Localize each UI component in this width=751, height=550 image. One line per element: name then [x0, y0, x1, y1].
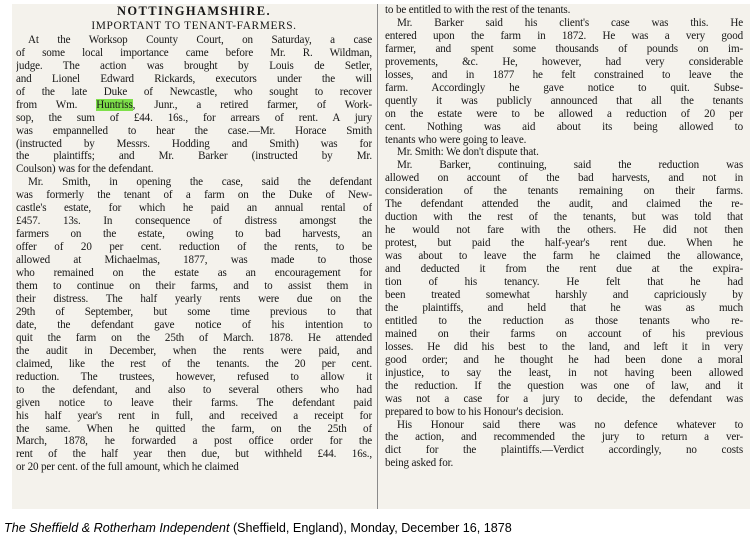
- left-column-line: of the late Duke of Newcastle, who sought to recover: [16, 85, 372, 98]
- right-column-line: allowed on account of the bad harvests, and not in: [385, 172, 743, 185]
- right-column-line: was not a case for a jury to decide, the defendant was: [385, 392, 743, 405]
- left-column-line: rent of the half year then due, but withheld £44. 16s.,: [16, 448, 372, 461]
- left-column-line: their distress. The half yearly rents were due on the: [16, 292, 372, 305]
- right-column-line: duction with the rest of the tenants, but was told that: [385, 211, 743, 224]
- article-headline: IMPORTANT TO TENANT-FARMERS.: [91, 19, 297, 32]
- left-column-line: to the defendant, and also to several others who had: [16, 383, 372, 396]
- right-column-line: provements, &c. He, however, had very considerable: [385, 55, 743, 68]
- right-column-line: injustice, to say the least, in not having been allowed: [385, 366, 743, 379]
- highlighted-surname: Huntriss: [96, 98, 133, 111]
- right-column-line: on the estate were to be allowed a reduction of 20 per: [385, 107, 743, 120]
- right-column-line: farm. Accordingly he gave notice to quit. Subse-: [385, 81, 743, 94]
- right-column-line: Mr. Barker said his client's case was this. He: [397, 16, 743, 29]
- left-column-line: was empannelled to hear the case.—Mr. Horace Smith: [16, 124, 372, 137]
- right-column-line: losses, and in 1877 he felt constrained to leave the: [385, 68, 743, 81]
- right-column-line: losses. He did his best to the land, and left it in very: [385, 340, 743, 353]
- left-column-line: March, 1878, he forwarded a post office order for the: [16, 435, 372, 448]
- left-column-line: the plaintiffs; and Mr. Barker (instructed by Mr.: [16, 150, 372, 163]
- source-caption: [4, 521, 749, 535]
- right-column-line: cent. Nothing was aid about its being allowed to: [385, 120, 743, 133]
- left-column-line: date, the defendant gave notice of his intention to: [16, 318, 372, 331]
- left-column-line: them to continue on their farms, and to assist them in: [16, 280, 372, 293]
- right-column-line: and deducted it from the rent due at the expira-: [385, 263, 743, 276]
- left-column-line: (instructed by Messrs. Hodding and Smith) was for: [16, 137, 372, 150]
- right-column-line: the plaintiffs, and held that he was as much: [385, 301, 743, 314]
- left-column-line: At the Worksop County Court, on Saturday, a case: [28, 33, 372, 46]
- left-column-line: was formerly the tenant of a farm on the Duke of New-: [16, 189, 372, 202]
- left-column-line: from Wm. Huntriss, Junr., a retired farmer, of Work-: [16, 98, 372, 111]
- right-column-line: The defendant attended the audit, and claimed the re-: [385, 198, 743, 211]
- left-column-line: his half year's rent in full, and received a receipt for: [16, 409, 372, 422]
- right-column-line: mained on their farms on account of his previous: [385, 327, 743, 340]
- left-column-line: reduction. The trustees, however, refused to allow it: [16, 370, 372, 383]
- right-column-line: good order; and he thought he had been done a moral: [385, 353, 743, 366]
- left-column-line: claimed, like the rest of the tenants. the 20 per cent.: [16, 357, 372, 370]
- left-column-line: the same. When he quitted the farm, on the 25th of: [16, 422, 372, 435]
- right-column-line: he would not fare with the others. He did not then: [385, 224, 743, 237]
- left-column-line: Coulson) was for the defendant.: [16, 163, 154, 176]
- left-column-line: the audit in December, when the rents were paid, and: [16, 344, 372, 357]
- left-column-line: judge. The action was brought by Louis de Setler,: [16, 59, 372, 72]
- left-column-line: who remained on the estate as an encouragement for: [16, 267, 372, 280]
- right-column-line: tenants who were going to leave.: [385, 133, 527, 146]
- newspaper-clipping: [12, 4, 750, 509]
- left-column-line: of some local importance came before Mr. R. Wildman,: [16, 46, 372, 59]
- right-column-line: the action, and recommended the jury to return a ver-: [385, 431, 743, 444]
- right-column-line: been treated somewhat harshly and capriciously by: [385, 288, 743, 301]
- right-column-line: protest, but paid the half-year's rent due. When he: [385, 237, 743, 250]
- column-divider: [377, 4, 378, 509]
- left-column-line: sop, the sum of £44. 16s., for arrears of rent. A jury: [16, 111, 372, 124]
- right-column-line: quently it was publicly announced that all the tenants: [385, 94, 743, 107]
- right-column-line: prepared to bow to his Honour's decision.: [385, 405, 564, 418]
- right-column-line: consideration of the tenants remaining on their farms.: [385, 185, 743, 198]
- left-column-line: or 20 per cent. of the full amount, which he claimed: [16, 461, 239, 474]
- right-column-line: Mr. Smith: We don't dispute that.: [397, 146, 539, 159]
- right-column-line: the reduction. If the question was one of law, and it: [385, 379, 743, 392]
- right-column-line: entitled to the reduction as those tenants who re-: [385, 314, 743, 327]
- right-column-line: tion of his tenancy. He felt that he had: [385, 276, 743, 289]
- left-column-line: and Lionel Edward Rickards, executors under the will: [16, 72, 372, 85]
- right-column-line: entered upon the farm in 1872. He was a very good: [385, 29, 743, 42]
- left-column-line: offer of 20 per cent. reduction of the rents, to be: [16, 241, 372, 254]
- section-heading: NOTTINGHAMSHIRE.: [116, 4, 272, 18]
- left-column-line: Mr. Smith, in opening the case, said the defendant: [28, 176, 372, 189]
- right-column-line: Mr. Barker, continuing, said the reduction was: [397, 159, 743, 172]
- left-column-line: given notice to leave their farms. The defendant paid: [16, 396, 372, 409]
- right-column-line: dict for the plaintiffs.—Verdict accordingly, no costs: [385, 444, 743, 457]
- right-column-line: farmer, and spent some thousands of pounds on im-: [385, 42, 743, 55]
- left-column-line: castle's estate, for which he paid an annual rental of: [16, 202, 372, 215]
- right-column-body: [385, 4, 743, 470]
- newspaper-title: The Sheffield & Rotherham Independent: [4, 521, 230, 535]
- right-column: [385, 4, 743, 470]
- left-column-line: £457. 13s. In consequence of distress amongst the: [16, 215, 372, 228]
- right-column-line: His Honour said there was no defence whatever to: [397, 418, 743, 431]
- left-column-line: quit the farm on the 25th of March. 1878. He attended: [16, 331, 372, 344]
- left-column: [16, 4, 372, 474]
- left-column-line: 29th of September, but some time previous to that: [16, 305, 372, 318]
- caption-details: (Sheffield, England), Monday, December 16, 1878: [229, 521, 512, 535]
- left-column-line: farmers on the estate, owing to bad harvests, an: [16, 228, 372, 241]
- left-column-body: [16, 34, 372, 474]
- left-column-line: allowed at Michaelmas, 1877, was made to those: [16, 254, 372, 267]
- right-column-line: to be entitled to with the rest of the tenants.: [385, 4, 571, 16]
- right-column-line: being asked for.: [385, 457, 454, 470]
- right-column-line: was about to leave the farm he claimed the allowance,: [385, 250, 743, 263]
